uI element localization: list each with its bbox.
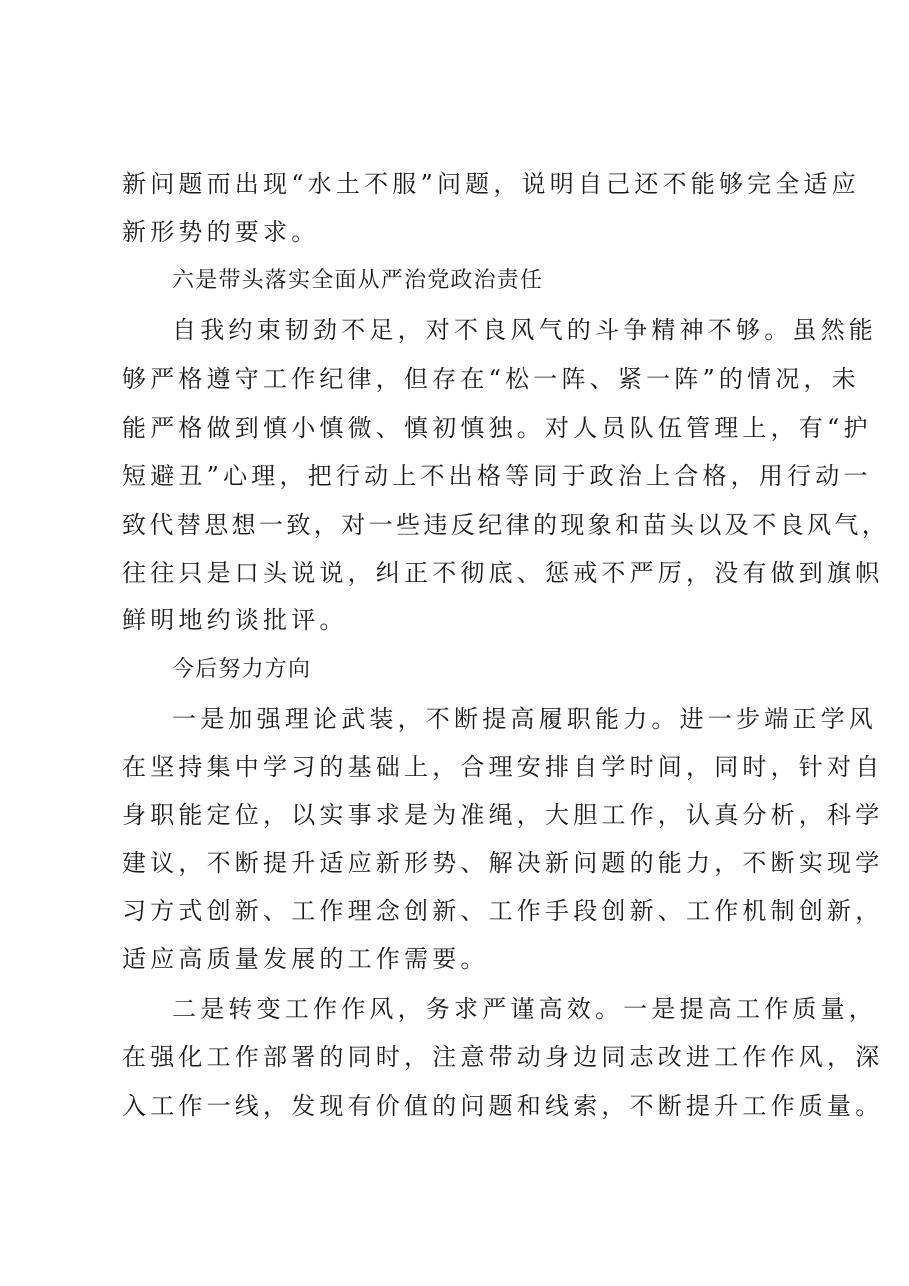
text-line: 够严格遵守工作纪律，但存在“松一阵、紧一阵”的情况，未	[122, 365, 860, 393]
text-line: 一是加强理论武装，不断提高履职能力。进一步端正学风	[172, 705, 877, 733]
text-line: 在强化工作部署的同时，注意带动身边同志改进工作作风，深	[122, 1043, 884, 1071]
section-heading: 六是带头落实全面从严治党政治责任	[172, 268, 544, 293]
text-line: 鲜明地约谈批评。	[122, 606, 348, 634]
text-line: 短避丑”心理，把行动上不出格等同于政治上合格，用行动一	[122, 462, 872, 490]
text-line: 适应高质量发展的工作需要。	[122, 945, 489, 973]
text-line: 自我约束韧劲不足，对不良风气的斗争精神不够。虽然能	[172, 316, 877, 344]
text-line: 致代替思想一致，对一些违反纪律的现象和苗头以及不良风气，	[122, 511, 890, 539]
section-heading: 今后努力方向	[172, 657, 312, 682]
text-line: 能严格做到慎小慎微、慎初慎独。对人员队伍管理上，有“护	[122, 414, 872, 442]
text-line: 新形势的要求。	[122, 218, 320, 246]
text-line: 二是转变工作作风，务求严谨高效。一是提高工作质量，	[172, 995, 877, 1023]
text-line: 入工作一线，发现有价值的问题和线索，不断提升工作质量。	[122, 1092, 884, 1120]
text-line: 新问题而出现“水土不服”问题，说明自己还不能够完全适应	[122, 170, 860, 198]
text-line: 建议，不断提升适应新形势、解决新问题的能力，不断实现学	[122, 849, 884, 877]
text-line: 往往只是口头说说，纠正不彻底、惩戒不严厉，没有做到旗帜	[122, 559, 884, 587]
text-line: 习方式创新、工作理念创新、工作手段创新、工作机制创新，	[122, 897, 884, 925]
text-line: 身职能定位，以实事求是为准绳，大胆工作，认真分析，科学	[122, 801, 884, 829]
text-line: 在坚持集中学习的基础上，合理安排自学时间，同时，针对自	[122, 753, 884, 781]
